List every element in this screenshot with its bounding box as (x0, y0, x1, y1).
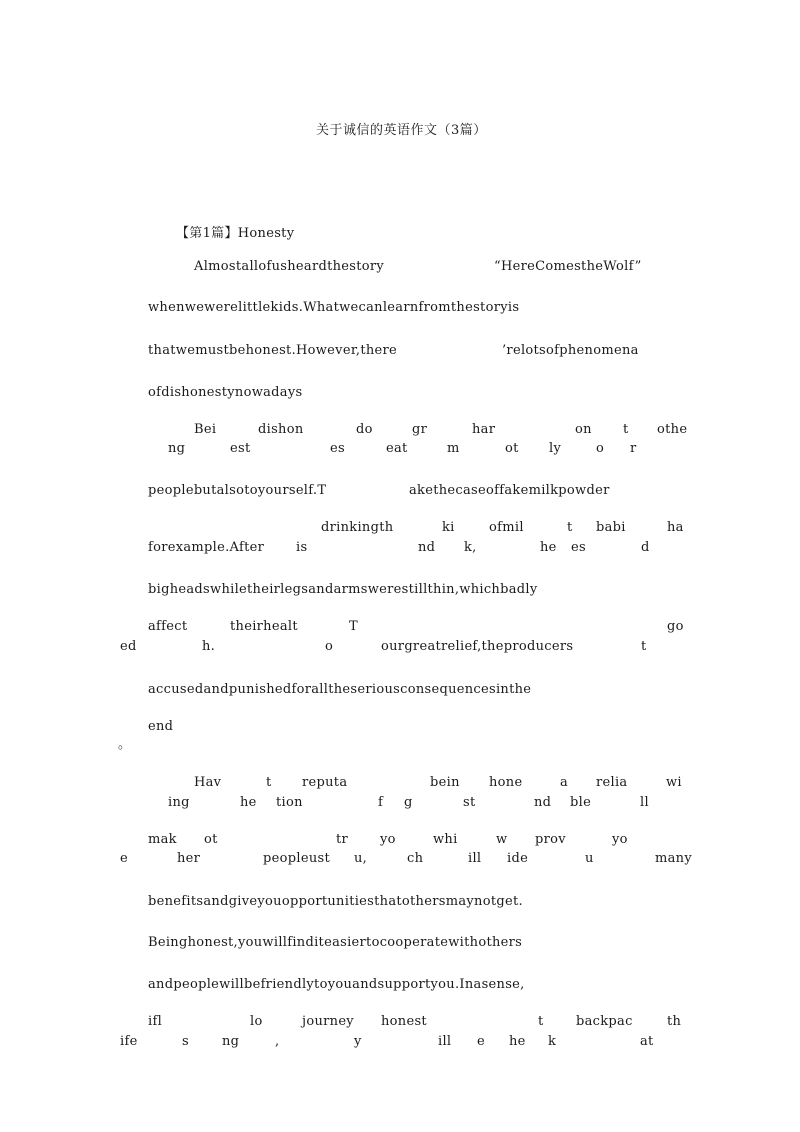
paragraph-fragment: many (655, 851, 692, 866)
paragraph-fragment: gr (412, 422, 428, 437)
paragraph-fragment: bein (430, 775, 460, 790)
paragraph-fragment: is (296, 540, 308, 555)
paragraph-fragment: t (623, 422, 629, 437)
paragraph-text: ’relotsofphenomena (502, 343, 639, 358)
paragraph-fragment: f (378, 795, 384, 810)
paragraph-fragment: u (585, 851, 594, 866)
paragraph-fragment: ill (438, 1034, 452, 1049)
paragraph-fragment: he (240, 795, 257, 810)
paragraph-fragment: ng (168, 441, 186, 456)
paragraph-fragment: do (356, 422, 373, 437)
paragraph-fragment: yo (380, 832, 396, 847)
paragraph-fragment: e (477, 1034, 485, 1049)
paragraph-fragment: h. (202, 639, 216, 654)
paragraph-fragment: o (596, 441, 605, 456)
paragraph-fragment: relia (596, 775, 628, 790)
paragraph-fragment: ch (407, 851, 424, 866)
document-title: 关于诚信的英语作文（3篇） (316, 123, 487, 138)
paragraph-fragment: prov (535, 832, 566, 847)
paragraph-fragment: a (560, 775, 569, 790)
paragraph-fragment: ill (468, 851, 482, 866)
paragraph-fragment: nd (418, 540, 436, 555)
paragraph-text: benefitsandgiveyouopportunitiesthatothersmaynotget. (148, 894, 523, 909)
paragraph-text: “HereComestheWolf” (494, 259, 642, 274)
paragraph-fragment: ble (570, 795, 592, 810)
paragraph-fragment: Bei (194, 422, 217, 437)
paragraph-text: Almostallofusheardthestory (194, 259, 385, 274)
paragraph-fragment: ly (549, 441, 562, 456)
paragraph-fragment: wi (666, 775, 682, 790)
paragraph-fragment: ifl (148, 1014, 163, 1029)
paragraph-fragment: affect (148, 619, 188, 634)
paragraph-fragment: es (571, 540, 586, 555)
paragraph-fragment: forexample.After (148, 540, 265, 555)
paragraph-fragment: g (404, 795, 413, 810)
paragraph-fragment: mak (148, 832, 177, 847)
paragraph-fragment: m (447, 441, 460, 456)
section-heading: 【第1篇】Honesty (176, 226, 295, 241)
paragraph-fragment: drinkingth (321, 520, 394, 535)
paragraph-fragment: at (640, 1034, 654, 1049)
paragraph-text: whenwewerelittlekids.Whatwecanlearnfromthestoryis (148, 300, 520, 315)
paragraph-fragment: t (538, 1014, 544, 1029)
paragraph-fragment: es (330, 441, 345, 456)
paragraph-text: thatwemustbehonest.However,there (148, 343, 398, 358)
paragraph-text: end (148, 719, 174, 734)
paragraph-fragment: lo (250, 1014, 263, 1029)
paragraph-fragment: t (641, 639, 647, 654)
paragraph-fragment: d (641, 540, 650, 555)
paragraph-fragment: ing (168, 795, 190, 810)
paragraph-fragment: ot (505, 441, 519, 456)
paragraph-fragment: u, (354, 851, 368, 866)
paragraph-fragment: k, (464, 540, 477, 555)
paragraph-fragment: ki (442, 520, 455, 535)
paragraph-fragment: T (349, 619, 358, 634)
paragraph-text: ofdishonestynowadays (148, 385, 303, 400)
paragraph-fragment: he (540, 540, 557, 555)
paragraph-fragment: backpac (576, 1014, 633, 1029)
paragraph-fragment: hone (489, 775, 523, 790)
paragraph-fragment: othe (657, 422, 688, 437)
paragraph-fragment: nd (534, 795, 552, 810)
paragraph-fragment: Hav (194, 775, 222, 790)
paragraph-fragment: on (575, 422, 592, 437)
paragraph-fragment: whi (433, 832, 458, 847)
paragraph-text: Beinghonest,youwillfinditeasiertocooperatewithothers (148, 935, 523, 950)
paragraph-fragment: ife (120, 1034, 138, 1049)
paragraph-fragment: honest (381, 1014, 427, 1029)
paragraph-text: akethecaseoffakemilkpowder (409, 483, 610, 498)
paragraph-fragment: y (354, 1034, 362, 1049)
paragraph-fragment: ll (640, 795, 649, 810)
paragraph-fragment: k (548, 1034, 557, 1049)
paragraph-fragment: ofmil (489, 520, 524, 535)
paragraph-fragment: t (567, 520, 573, 535)
paragraph-fragment: peopleust (263, 851, 330, 866)
paragraph-fragment: dishon (258, 422, 304, 437)
paragraph-fragment: ot (204, 832, 218, 847)
paragraph-fragment: th (667, 1014, 682, 1029)
paragraph-fragment: tion (276, 795, 303, 810)
paragraph-fragment: ide (507, 851, 529, 866)
paragraph-fragment: ourgreatrelief,theproducers (381, 639, 574, 654)
paragraph-fragment: he (509, 1034, 526, 1049)
paragraph-fragment: s (182, 1034, 189, 1049)
paragraph-text: bigheadswhiletheirlegsandarmswerestillthin,whichbadly (148, 582, 538, 597)
paragraph-fragment: ng (222, 1034, 240, 1049)
paragraph-text: accusedandpunishedforalltheseriousconsequencesinthe (148, 682, 532, 697)
paragraph-fragment: r (630, 441, 637, 456)
paragraph-text: peoplebutalsotoyourself.T (148, 483, 327, 498)
paragraph-fragment: est (230, 441, 251, 456)
paragraph-fragment: babi (596, 520, 626, 535)
paragraph-fragment: har (472, 422, 496, 437)
paragraph-fragment: tr (336, 832, 349, 847)
paragraph-text: andpeoplewillbefriendlytoyouandsupportyou.Inasense, (148, 977, 525, 992)
paragraph-fragment: her (177, 851, 201, 866)
paragraph-fragment: w (496, 832, 508, 847)
paragraph-fragment: o (325, 639, 334, 654)
paragraph-fragment: theirhealt (230, 619, 298, 634)
paragraph-fragment: t (266, 775, 272, 790)
paragraph-fragment: eat (386, 441, 408, 456)
paragraph-fragment: , (275, 1034, 280, 1049)
paragraph-fragment: go (667, 619, 684, 634)
paragraph-fragment: e (120, 851, 128, 866)
paragraph-fragment: st (463, 795, 476, 810)
paragraph-fragment: ed (120, 639, 137, 654)
paragraph-fragment: ha (667, 520, 684, 535)
paragraph-fragment: reputa (302, 775, 348, 790)
paragraph-text: 。 (118, 737, 132, 752)
paragraph-fragment: yo (612, 832, 628, 847)
paragraph-fragment: journey (302, 1014, 354, 1029)
